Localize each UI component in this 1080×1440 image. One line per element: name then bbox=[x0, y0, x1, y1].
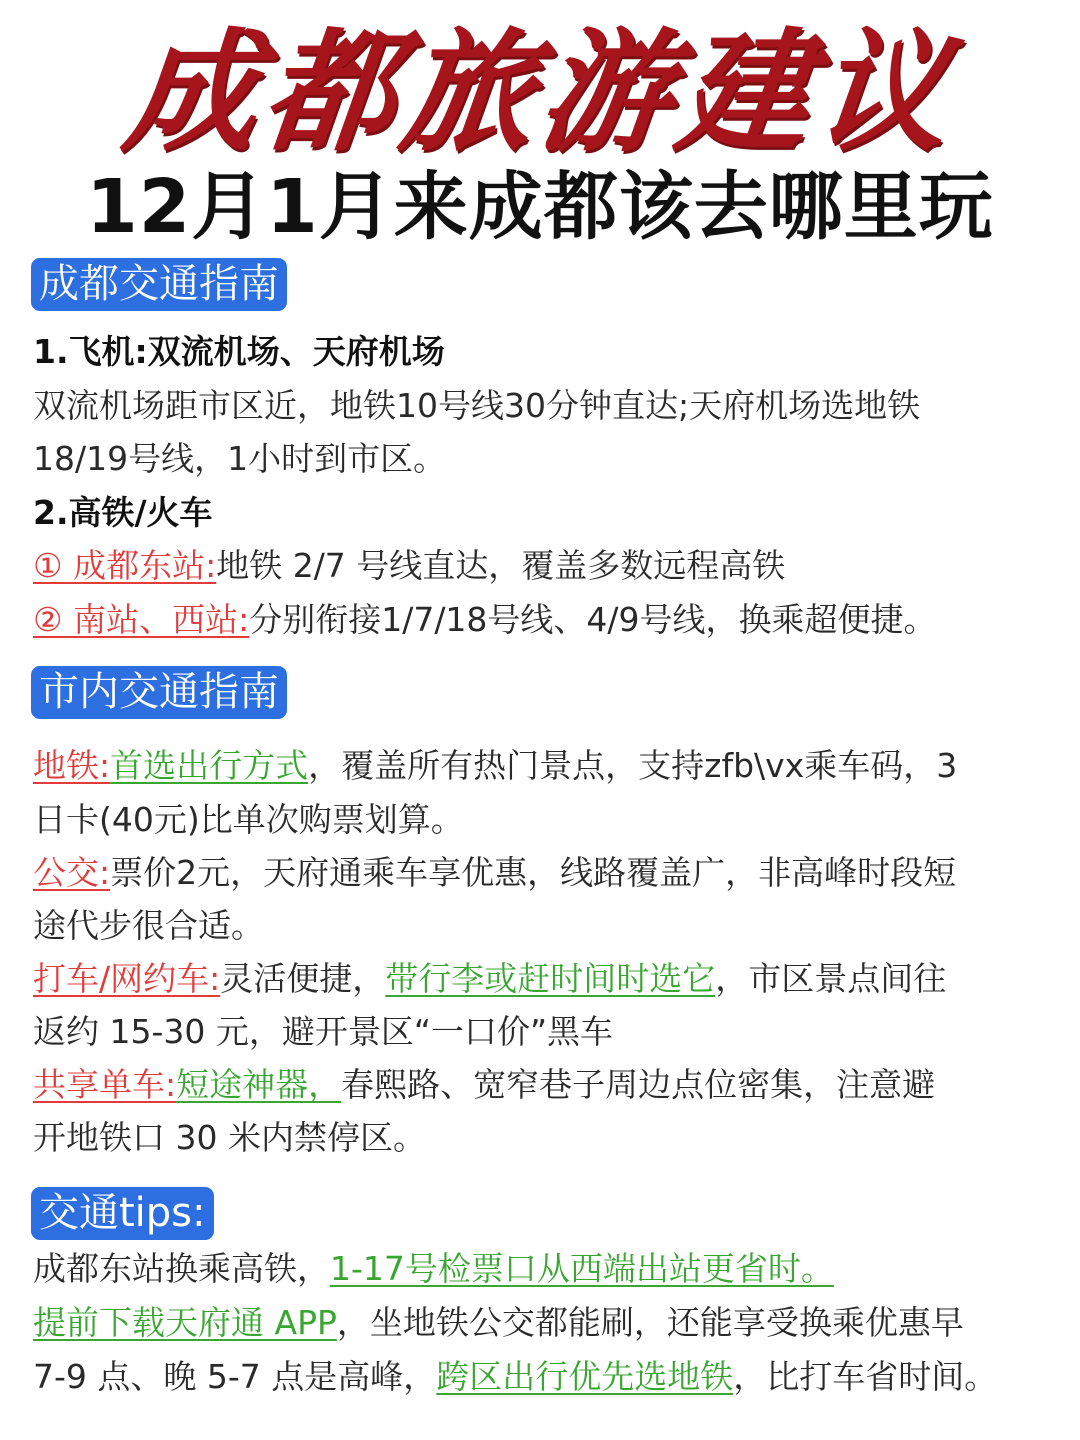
section-heading-city: 市内交通指南 bbox=[31, 666, 287, 719]
page-title: 成都旅游建议 bbox=[117, 15, 963, 170]
tip3-text-2: ，比打车省时间。 bbox=[733, 1357, 998, 1396]
tip3-text-1: 7-9 点、晚 5-7 点是高峰， bbox=[33, 1357, 437, 1396]
section-heading-tips: 交通tips: bbox=[31, 1187, 214, 1240]
bus-line-2: 途代步很合适。 bbox=[33, 906, 264, 945]
taxi-highlight: 带行李或赶时间时选它 bbox=[385, 959, 716, 998]
bus-line-1 bbox=[33, 847, 956, 899]
bike-label: 共享单车: bbox=[33, 1065, 177, 1104]
south-station-line bbox=[33, 594, 937, 646]
tip1-text: 成都东站换乘高铁， bbox=[33, 1249, 330, 1288]
tip2-highlight: 提前下载天府通 APP bbox=[33, 1303, 337, 1342]
metro-label: 地铁: bbox=[33, 746, 111, 785]
metro-highlight: 首选出行方式 bbox=[110, 746, 309, 785]
page-subtitle: 12月1月来成都该去哪里玩 bbox=[86, 164, 994, 250]
south-station-text: 分别衔接1/7/18号线、4/9号线，换乘超便捷。 bbox=[249, 600, 937, 639]
metro-text-1: ，覆盖所有热门景点，支持zfb\vx乘车码，3 bbox=[308, 746, 958, 785]
tip2-text: ，坐地铁公交都能刷，还能享受换乘优惠早 bbox=[336, 1303, 964, 1342]
east-station-text: 地铁 2/7 号线直达，覆盖多数远程高铁 bbox=[216, 546, 786, 585]
metro-line-1 bbox=[33, 740, 957, 792]
taxi-line-2: 返约 15-30 元，避开景区“一口价”黑车 bbox=[33, 1012, 614, 1051]
bike-highlight: 短途神器， bbox=[176, 1065, 342, 1104]
tip-line-3 bbox=[33, 1351, 997, 1403]
bike-line-2: 开地铁口 30 米内禁停区。 bbox=[33, 1118, 426, 1157]
taxi-line-1 bbox=[33, 953, 946, 1005]
tip3-highlight: 跨区出行优先选地铁 bbox=[436, 1357, 734, 1396]
bus-label: 公交: bbox=[33, 853, 111, 892]
bus-text-1: 票价2元，天府通乘车享优惠，线路覆盖广，非高峰时段短 bbox=[110, 853, 957, 892]
plane-line-1: 双流机场距市区近，地铁10号线30分钟直达;天府机场选地铁 bbox=[33, 386, 921, 425]
section-heading-transport: 成都交通指南 bbox=[31, 258, 287, 311]
taxi-label: 打车/网约车: bbox=[33, 959, 221, 998]
taxi-text-1: 灵活便捷， bbox=[220, 959, 386, 998]
tip-line-1 bbox=[33, 1243, 834, 1295]
bike-text-1: 春熙路、宽窄巷子周边点位密集，注意避 bbox=[341, 1065, 936, 1104]
plane-title: 1.飞机:双流机场、天府机场 bbox=[33, 332, 445, 371]
metro-line-2: 日卡(40元)比单次购票划算。 bbox=[33, 800, 464, 839]
taxi-text-2: ，市区景点间往 bbox=[715, 959, 947, 998]
tip-line-2 bbox=[33, 1297, 964, 1349]
plane-line-2: 18/19号线，1小时到市区。 bbox=[33, 439, 447, 478]
tip1-highlight: 1-17号检票口从西端出站更省时。 bbox=[330, 1249, 834, 1288]
train-title: 2.高铁/火车 bbox=[33, 493, 213, 532]
south-station-label: ② 南站、西站: bbox=[33, 600, 250, 639]
east-station-label: ① 成都东站: bbox=[33, 546, 217, 585]
bike-line-1 bbox=[33, 1059, 935, 1111]
east-station-line bbox=[33, 540, 785, 592]
